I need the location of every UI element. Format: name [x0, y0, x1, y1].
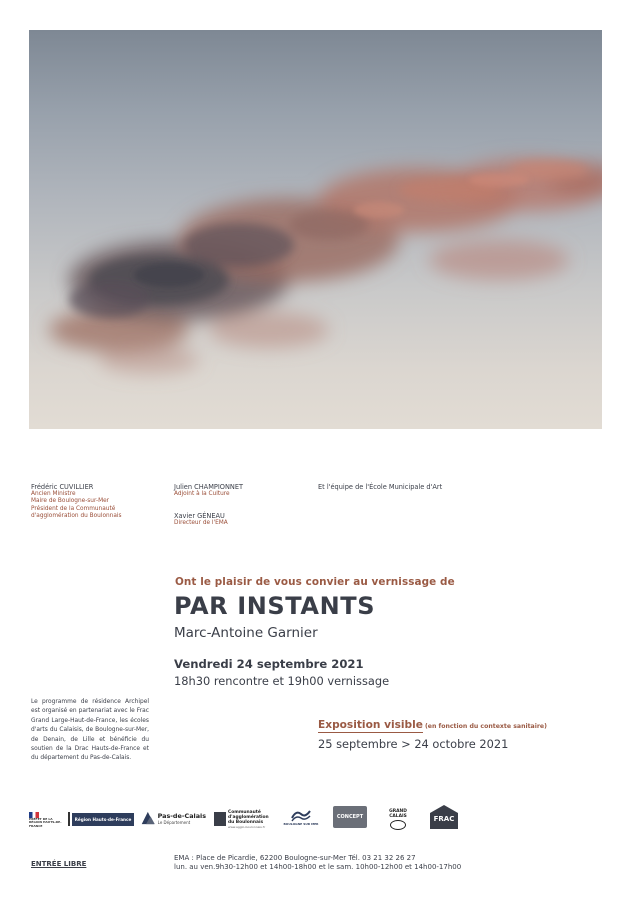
- bsm-wave-icon: [291, 808, 311, 822]
- host-name: Julien CHAMPIONNET: [174, 483, 244, 491]
- grand-calais-text: GRAND CALAIS: [389, 808, 407, 819]
- pdc-logo: [140, 808, 206, 828]
- host-role: Président de la Communauté: [31, 505, 116, 512]
- entry-free: ENTRÉE LIBRE: [31, 860, 87, 868]
- exhibition-visible: [318, 719, 547, 733]
- pdc-subtext: Le Département: [157, 819, 191, 825]
- pdc-emblem-icon: [140, 809, 156, 827]
- concept-logo: [333, 806, 367, 828]
- exhibition-label: Exposition visible: [318, 719, 423, 731]
- event-date: Vendredi 24 septembre 2021: [174, 657, 364, 671]
- grand-calais-emblem-icon: [390, 820, 406, 830]
- ca-logo: [214, 806, 274, 832]
- grand-calais-logo: [386, 806, 410, 832]
- region-logo: [73, 812, 132, 826]
- host-name: Et l'équipe de l'École Municipale d'Art: [318, 483, 443, 491]
- host-name: Xavier GÉNEAU: [174, 512, 225, 520]
- prefet-text: PRÉFET DE LA RÉGION HAUTS-DE-FRANCE: [29, 816, 62, 828]
- bsm-logo: [283, 803, 319, 831]
- address-line-2: lun. au ven.9h30-12h00 et 14h00-18h00 et le sam. 10h00-12h00 et 14h00-17h00: [174, 863, 462, 871]
- cover-photo-clouds: [29, 30, 602, 429]
- region-text: Région Hauts-de-France: [74, 816, 132, 822]
- host-cuvillier: [31, 483, 122, 521]
- exhibition-dates: 25 septembre > 24 octobre 2021: [318, 737, 509, 751]
- ca-emblem-icon: [214, 812, 226, 826]
- ca-text: Communauté d'agglomération du Boulonnais: [228, 809, 269, 825]
- region-emblem-icon: [68, 812, 70, 826]
- host-name: Frédéric CUVILLIER: [31, 483, 94, 491]
- artist-name: Marc-Antoine Garnier: [174, 625, 318, 641]
- host-team: [318, 483, 442, 491]
- exhibition-title: PAR INSTANTS: [174, 592, 376, 620]
- concept-text: CONCEPT: [336, 814, 364, 820]
- host-role: Adjoint à la Culture: [174, 491, 230, 497]
- event-hours: 18h30 rencontre et 19h00 vernissage: [174, 674, 390, 688]
- pdc-text: Pas-de-Calais: [157, 811, 206, 820]
- exhibition-note: (en fonction du contexte sanitaire): [424, 723, 547, 730]
- host-role: Ancien Ministre: [31, 491, 76, 497]
- host-geneau: [174, 512, 228, 527]
- program-text: Le programme de résidence Archipel est organisé en partenariat avec le Frac Grand Large-Haut-de-France, les écoles d'arts du Calaisis, de Boulogne-sur-Mer, de Denain, de Lille et bénéficie du soutien de la Drac Hauts-de-France et du département du Pas-de-Calais.: [31, 699, 149, 762]
- address-line-1: EMA : Place de Picardie, 62200 Boulogne-sur-Mer Tél. 03 21 32 26 27: [174, 854, 416, 862]
- host-role: Directeur de l'EMA: [174, 520, 228, 526]
- host-role: Maire de Boulogne-sur-Mer: [31, 498, 110, 505]
- ca-url: www.agglo-boulonnais.fr: [228, 824, 266, 829]
- host-championnet: [174, 483, 243, 498]
- host-role: d'agglomération du Boulonnais: [31, 513, 122, 520]
- invitation-line: Ont le plaisir de vous convier au vernissage de: [175, 576, 455, 588]
- bsm-text: BOULOGNE SUR MER: [283, 822, 319, 826]
- frac-text: FRAC: [433, 815, 455, 823]
- frac-logo: [428, 804, 460, 830]
- prefet-logo: [29, 806, 67, 834]
